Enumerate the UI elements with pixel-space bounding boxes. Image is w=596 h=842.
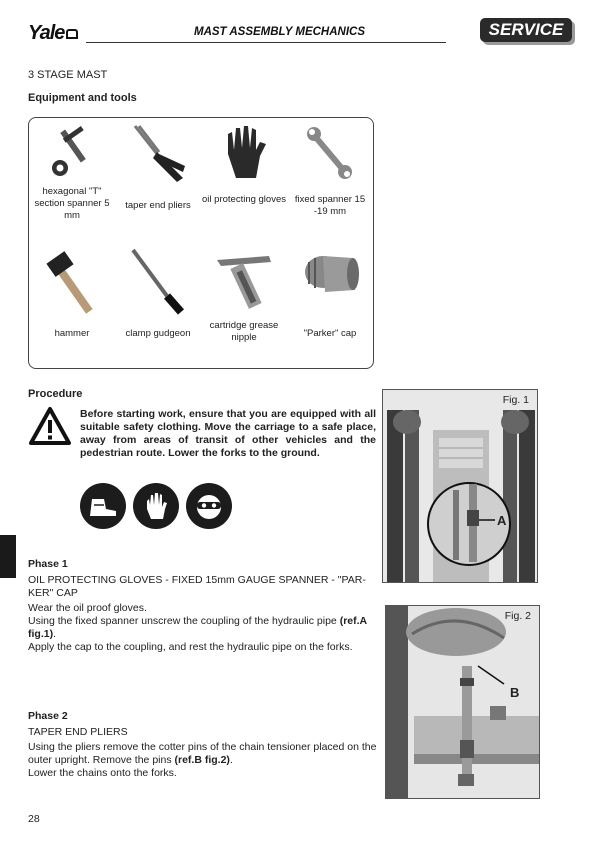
tool-parker-cap [287,242,373,362]
wrench-icon [300,122,360,186]
phase1-title: Phase 1 [28,558,68,570]
phase1-ref-a: (ref.A fig.1) [28,615,367,640]
procedure-heading: Procedure [28,388,83,400]
phase1-step-1: Wear the oil proof gloves. [28,602,147,614]
equipment-panel [28,117,374,369]
safety-goggles-icon [186,483,232,529]
header-title: MAST ASSEMBLY MECHANICS [194,26,366,38]
tool-hammer [29,242,115,362]
chapter-tab [0,535,16,578]
tool-fixed-spanner [287,118,373,238]
tool-gloves [201,118,287,238]
figure-1 [382,389,538,583]
figure-1-label: Fig. 1 [502,394,529,406]
section-title: 3 STAGE MAST [28,69,108,81]
safety-gloves-icon [133,483,179,529]
equipment-heading: Equipment and tools [28,92,137,104]
phase2-ref-b: (ref.B fig.2) [174,754,230,766]
tool-hex-spanner [29,118,115,238]
glove-icon [214,120,274,184]
page-number: 28 [28,813,40,825]
page-header [28,18,576,48]
warning-icon [28,406,72,446]
tool-label: hexagonal "T" section spanner 5 mm [34,186,110,221]
phase1-tools: OIL PROTECTING GLOVES - FIXED 15mm GAUGE SPANNER - "PAR-KER" CAP [28,574,366,599]
callout-a: A [497,513,507,528]
yale-logo [28,22,78,45]
phase2-step-2: Lower the chains onto the forks. [28,767,177,779]
phase2-instructions [28,741,378,780]
parker-cap-icon [295,244,365,314]
mast-photo-2 [386,606,540,799]
tool-label: fixed spanner 15 -19 mm [294,194,366,217]
tool-label: taper end pliers [125,200,191,211]
hex-t-spanner-icon [42,122,102,186]
phase1-step-2: Using the fixed spanner unscrew the coupling of the hydraulic pipe [28,615,340,627]
phase2-step-1-end: . [229,754,233,766]
header-rule [86,42,446,43]
callout-b: B [510,685,520,700]
hammer-icon [37,246,107,316]
safety-boots-icon [80,483,126,529]
phase2-tools: TAPER END PLIERS [28,726,128,738]
tool-label: "Parker" cap [303,328,357,339]
phase2-title: Phase 2 [28,710,68,722]
tool-label: oil protecting gloves [202,194,286,205]
grease-nipple-icon [209,246,279,316]
safety-warning-text: Before starting work, ensure that you are equipped with all suitable safety clothing. Move the carriage to a safe place, away from areas of transit of other vehicles and the pedestrian route. Lower the forks to the ground. [80,408,376,459]
figure-2 [385,605,540,799]
phase1-step-2-end: . [53,628,57,640]
tool-grease-nipple [201,242,287,362]
forklift-mark-icon [66,29,78,39]
mast-photo-1 [383,390,538,583]
figure-2-label: Fig. 2 [504,610,531,622]
logo-text: Yale [28,22,65,44]
tool-pliers [115,118,201,238]
tool-label: cartridge grease nipple [209,320,279,343]
tool-label: hammer [54,328,90,339]
phase1-instructions [28,602,378,654]
pliers-icon [123,122,193,186]
phase2-step-1: Using the pliers remove the cotter pins of the chain tensioner placed on the outer upright. Remove the pins [28,741,377,766]
phase1-step-3: Apply the cap to the coupling, and rest the hydraulic pipe on the forks. [28,641,353,653]
service-badge: SERVICE [480,18,572,42]
tool-label: clamp gudgeon [125,328,191,339]
gudgeon-icon [123,246,193,316]
tool-clamp-gudgeon [115,242,201,362]
